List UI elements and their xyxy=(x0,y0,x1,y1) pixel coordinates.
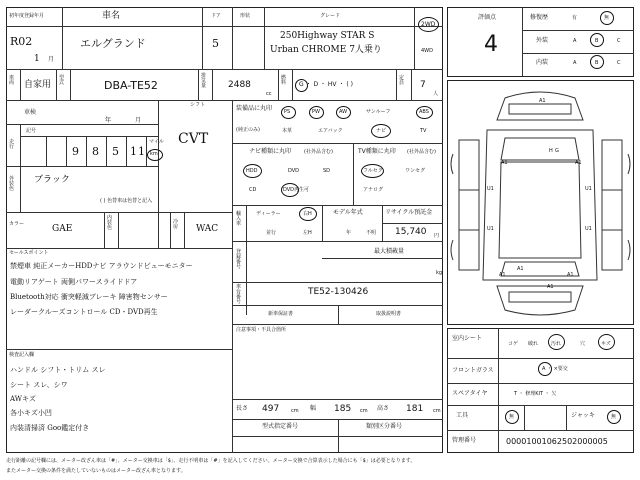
month-unit: 月 xyxy=(48,56,55,63)
mileage-digit: 8 xyxy=(92,145,99,158)
reg-month: 1 xyxy=(34,54,40,64)
inspector-note-line: シート スレ、シワ xyxy=(10,381,68,389)
navi-title: ナビ種類に丸印 xyxy=(249,148,292,155)
color-code: GAE xyxy=(52,224,73,234)
divider xyxy=(382,223,443,224)
reg-year-label: 初年度登録年月 xyxy=(9,13,45,19)
chassis: TE52-130426 xyxy=(308,287,369,297)
divider xyxy=(232,143,443,144)
type-label: 型式指定番号 xyxy=(262,423,299,430)
navi-item: DVD xyxy=(288,168,300,174)
divider xyxy=(522,53,634,54)
divider xyxy=(232,7,233,69)
yen-unit: 円 xyxy=(434,233,440,239)
damage-mark: U1 xyxy=(487,226,494,232)
footer-line: 走行距離の記号欄には、メーター改ざん車は「#」、メーター交換車は「$」、走行不明車は「#」を記入してください。メーター交換で合算表示した場合にも「$」は必要となります。 xyxy=(6,458,416,464)
inspector-note-line: 内装清掃済 Goo鑑定付き xyxy=(10,424,90,432)
notes-label: 注意事項・不具合箇所 xyxy=(236,327,287,333)
interior-label: 内装 xyxy=(536,59,549,66)
divider xyxy=(118,212,119,248)
spare-label: スペアタイヤ xyxy=(452,390,488,397)
exterior-label: 外装 xyxy=(536,37,549,44)
score-label: 評価点 xyxy=(478,14,497,21)
damage-mark: A1 xyxy=(567,272,574,278)
equipment-title: 装備品に丸印 xyxy=(236,105,273,112)
divider xyxy=(396,69,397,100)
repair-no: 無 xyxy=(604,15,610,21)
equipment-item: サンルーフ xyxy=(366,109,391,115)
inspector-note-line: ハンドル シフト・トリム スレ xyxy=(10,366,106,374)
displacement-label: 排気量 xyxy=(201,73,207,89)
interior-a: A xyxy=(573,60,577,66)
divider xyxy=(6,124,158,125)
divider xyxy=(338,305,339,324)
cc-unit: cc xyxy=(266,91,272,97)
divider xyxy=(232,205,443,206)
divider xyxy=(66,136,67,166)
color-label: 外装色 xyxy=(9,176,15,192)
navi-item: HDD xyxy=(246,168,258,174)
recycle-label: リサイクル預託金 xyxy=(385,209,433,216)
load-label: 最大積載量 xyxy=(374,248,405,255)
year-word: 年 xyxy=(105,117,112,124)
divider xyxy=(6,212,232,213)
divider xyxy=(447,383,634,384)
jack-no: 無 xyxy=(611,414,617,420)
divider xyxy=(232,282,443,283)
score: 4 xyxy=(484,32,498,57)
divider xyxy=(232,100,233,453)
sales-point-line: 電動リアゲート 両側パワースライドドア xyxy=(10,278,138,286)
dealer: ディーラー xyxy=(256,211,281,217)
equipment-item: ナビ xyxy=(376,128,387,134)
divider xyxy=(338,419,339,453)
width-label: 幅 xyxy=(310,405,317,412)
grade-line2: Urban CHROME 7人乗り xyxy=(270,45,382,55)
mileage-digit: 1 xyxy=(138,145,145,158)
repair-label: 修復歴 xyxy=(530,14,549,21)
divider xyxy=(414,7,415,69)
navi-item: DVD再生可 xyxy=(283,187,310,193)
grade-label: グレード xyxy=(320,13,341,19)
jack-label: ジャッキ xyxy=(571,412,595,419)
inspector-notes-label: 検査記入欄 xyxy=(9,352,35,358)
inspection-label: 車検 xyxy=(24,109,37,116)
car-diagram xyxy=(447,80,634,325)
color: ブラック xyxy=(34,175,70,185)
damage-mark: U1 xyxy=(585,186,592,192)
divider xyxy=(6,166,158,167)
width: 185 xyxy=(334,404,352,414)
mgmt-label: 管理番号 xyxy=(452,437,477,444)
mile-label: マイル xyxy=(149,139,164,145)
damage-mark: U1 xyxy=(585,226,592,232)
footer-line: またメーター交換の条件を満たしていないものはメーター改ざん車となります。 xyxy=(6,468,186,474)
divider xyxy=(566,405,567,430)
left-hand: 左H xyxy=(303,230,312,236)
divider xyxy=(232,324,443,325)
displacement: 2488 xyxy=(228,80,251,90)
cooler-label: 冷房 xyxy=(173,219,179,230)
damage-mark: G xyxy=(555,148,559,154)
tv-item: アナログ xyxy=(363,187,384,193)
equipment-subtitle: (純正のみ) xyxy=(236,127,260,133)
mileage-digit: 9 xyxy=(72,145,79,158)
cm-unit: cm xyxy=(433,408,441,414)
divider xyxy=(126,136,127,166)
divider xyxy=(447,405,634,406)
divider xyxy=(170,212,171,248)
tv-item: ワンセグ xyxy=(405,168,426,174)
sales-point-line: レーダークルーズコントロール CD・DVD再生 xyxy=(10,308,158,316)
color-note: ( ) 色替車は色替と記入 xyxy=(100,198,153,204)
navi-item: SD xyxy=(323,168,331,174)
damage-mark: U1 xyxy=(487,186,494,192)
divider xyxy=(246,205,247,241)
kg-unit: kg xyxy=(436,270,443,276)
divider xyxy=(6,248,232,249)
sales-point-line: 禁煙車 純正メーカーHDDナビ アラウンドビューモニター xyxy=(10,262,193,270)
divider xyxy=(246,241,247,315)
cooler: WAC xyxy=(196,224,219,234)
mileage-digit: 1 xyxy=(130,145,137,158)
interior-color-label: 内装色 xyxy=(107,215,113,231)
front-glass-label: フロントガラス xyxy=(452,367,494,374)
grade-line1: 250Highway STAR S xyxy=(280,31,375,41)
divider xyxy=(62,7,63,69)
divider xyxy=(158,100,159,248)
car-name: エルグランド xyxy=(80,37,146,50)
digit-label: 記号 xyxy=(26,128,37,134)
divider xyxy=(232,241,443,242)
damage-mark: A1 xyxy=(575,160,582,166)
damage-mark: H xyxy=(549,148,553,154)
right-hand: 右H xyxy=(303,211,312,217)
drive-2wd: 2WD xyxy=(421,21,436,28)
seat-item: コゲ xyxy=(508,341,519,347)
exterior-a: A xyxy=(573,38,577,44)
km-unit: km xyxy=(150,151,158,157)
length: 497 xyxy=(262,404,280,414)
mileage-digit: 5 xyxy=(112,145,119,158)
use-label: 車両 xyxy=(9,75,15,86)
equipment-item: TV xyxy=(420,128,427,134)
model-year-unknown: 不明 xyxy=(366,230,377,236)
tv-item: フルセグ xyxy=(363,168,383,174)
interior-seat-label: 室内シート xyxy=(452,335,483,342)
exterior-c: C xyxy=(617,38,621,44)
divider xyxy=(20,136,158,137)
seat-item: 穴 xyxy=(580,341,586,347)
damage-mark: A1 xyxy=(517,266,524,272)
equipment-item: PW xyxy=(312,109,320,115)
divider xyxy=(411,69,412,100)
divider xyxy=(56,69,57,100)
model: DBA-TE52 xyxy=(104,79,158,92)
model-label: 型式 xyxy=(59,75,65,86)
recycle: 15,740 xyxy=(395,227,427,237)
damage-mark: A1 xyxy=(501,160,508,166)
model-year-label: モデル年式 xyxy=(333,209,363,216)
shape-label: 形状 xyxy=(240,13,251,19)
front-glass: A ・ ×要交 xyxy=(542,366,568,372)
divider xyxy=(46,136,47,166)
divider xyxy=(86,136,87,166)
divider xyxy=(70,69,71,100)
divider xyxy=(353,143,354,205)
divider xyxy=(184,212,185,248)
divider xyxy=(6,349,232,350)
plate-label: 登録番号 xyxy=(236,249,242,270)
car-name-label: 車名 xyxy=(102,11,121,21)
divider xyxy=(104,212,105,248)
inspector-note-line: AWキズ xyxy=(10,395,36,403)
divider xyxy=(6,100,443,101)
equipment-item: PS xyxy=(284,109,291,115)
fuel: G ・ D ・ HV ・ ( ) xyxy=(299,81,353,88)
divider xyxy=(264,7,265,69)
interior-c: C xyxy=(617,60,621,66)
capacity-unit: 人 xyxy=(433,91,439,97)
capacity-label: 定員 xyxy=(399,75,405,86)
reg-year: R02 xyxy=(10,35,33,48)
class-label: 類別区分番号 xyxy=(366,423,403,430)
doors: 5 xyxy=(212,37,219,50)
equipment-item: 本革 xyxy=(282,128,293,134)
divider xyxy=(20,124,21,212)
damage-mark: A1 xyxy=(499,272,506,278)
divider xyxy=(447,358,634,359)
shift: CVT xyxy=(178,131,209,147)
chassis-label: 車台番号 xyxy=(236,284,242,305)
mgmt-number: 00001001062502000005 xyxy=(506,437,608,446)
damage-mark: A1 xyxy=(539,98,546,104)
divider xyxy=(232,399,443,400)
sales-points-label: セールスポイント xyxy=(9,250,49,256)
navi-item: CD xyxy=(249,187,257,193)
exterior-b: B xyxy=(595,38,599,44)
cm-unit: cm xyxy=(291,408,299,414)
color-code-label: カラー xyxy=(9,221,25,227)
repair-yes: 有 xyxy=(572,15,578,21)
cm-unit: cm xyxy=(360,408,368,414)
spare: T ・ 修理KIT ・ 欠 xyxy=(514,391,557,397)
divider xyxy=(322,258,443,259)
mileage-label: 走行 xyxy=(9,139,15,150)
divider xyxy=(522,30,634,31)
divider xyxy=(322,205,323,241)
capacity: 7 xyxy=(420,80,426,90)
divider xyxy=(6,26,443,27)
shift-label: シフト xyxy=(190,102,206,108)
height-label: 高さ xyxy=(377,405,390,412)
fuel-label: 燃料 xyxy=(281,75,287,86)
model-year-unit: 年 xyxy=(346,230,352,236)
seat-item: キズ xyxy=(601,341,611,347)
divider xyxy=(447,430,634,431)
divider xyxy=(212,69,213,100)
import-label: 輸入車 xyxy=(236,211,242,227)
damage-mark: A1 xyxy=(547,284,554,290)
new-warranty: 新車保証書 xyxy=(268,311,294,317)
divider xyxy=(20,69,21,100)
inspector-note-line: 各小キズ小凹 xyxy=(10,409,52,417)
drive-4wd: 4WD xyxy=(421,48,433,54)
divider xyxy=(524,405,525,430)
divider xyxy=(146,136,147,166)
divider xyxy=(106,136,107,166)
interior-b: B xyxy=(595,60,599,66)
divider xyxy=(292,69,293,100)
divider xyxy=(278,69,279,100)
tools-no: 無 xyxy=(509,414,515,420)
doors-label: ドア xyxy=(211,13,221,19)
sales-point-line: Bluetooth対応 衝突軽減ブレーキ 障害物センサー xyxy=(10,293,168,301)
divider xyxy=(498,328,499,453)
equipment-item: ABS xyxy=(419,109,429,115)
divider xyxy=(522,7,523,77)
manual: 取扱説明書 xyxy=(376,311,402,317)
parallel: 並行 xyxy=(266,230,277,236)
divider xyxy=(6,69,443,70)
use: 自家用 xyxy=(24,80,52,90)
tv-note: (社外品含む) xyxy=(407,149,436,155)
length-label: 長さ xyxy=(236,405,249,412)
seat-item: 破れ xyxy=(528,341,539,347)
month-word: 月 xyxy=(135,117,142,124)
equipment-item: エアバック xyxy=(318,128,343,134)
divider xyxy=(202,7,203,69)
seat-item: 汚れ xyxy=(551,341,562,347)
navi-note: (社外品含む) xyxy=(304,149,333,155)
divider xyxy=(198,69,199,100)
height: 181 xyxy=(406,404,424,414)
tools-label: 工具 xyxy=(456,412,469,419)
equipment-item: AW xyxy=(339,109,348,115)
tv-title: TV種類に丸印 xyxy=(358,148,396,155)
